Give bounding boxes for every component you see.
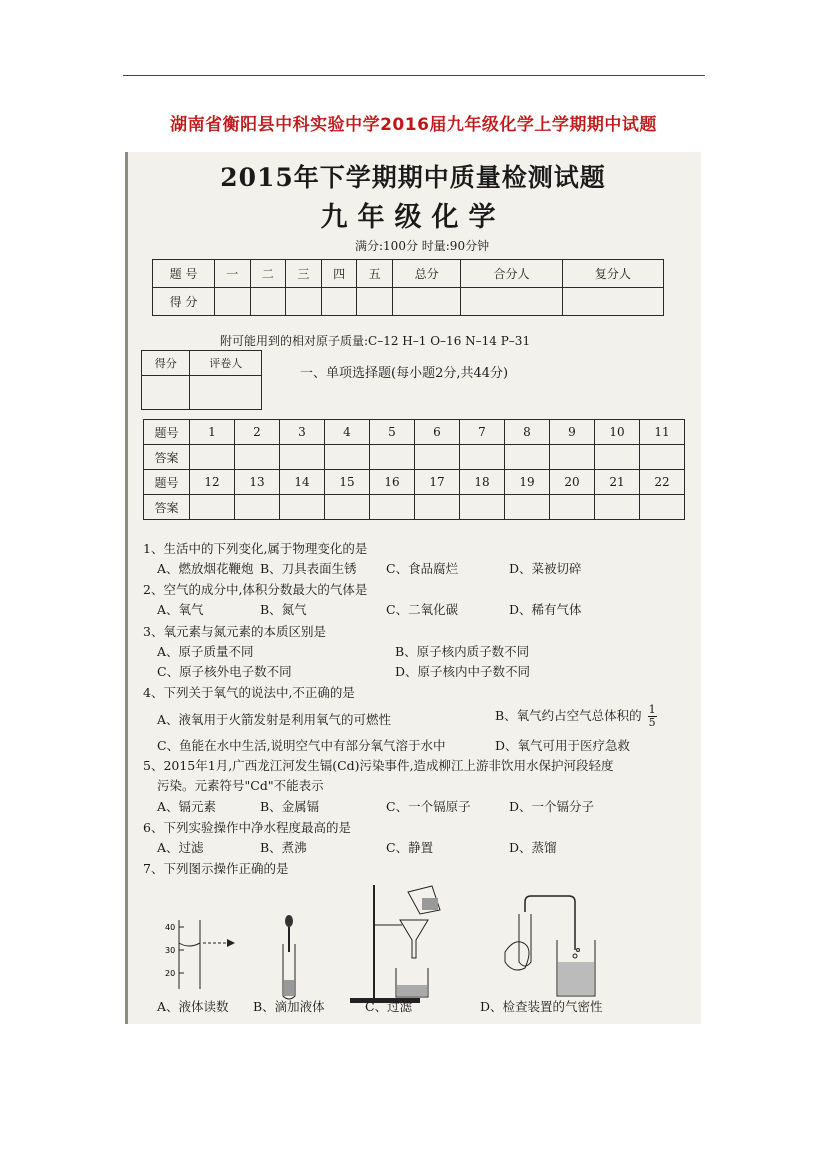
question-4-option-d: D、氧气可用于医疗急救 [495, 738, 631, 753]
question-number: 15 [325, 470, 370, 495]
answer-row [144, 495, 685, 520]
question-2-option-a: A、氧气 [157, 602, 204, 617]
score-input-cell[interactable] [250, 288, 286, 316]
question-number: 20 [550, 470, 595, 495]
answer-table [143, 419, 685, 520]
answer-number-row [144, 420, 685, 445]
answer-cell[interactable] [280, 445, 325, 470]
exam-title: 2015年下学期期中质量检测试题 [220, 163, 606, 192]
question-number: 10 [595, 420, 640, 445]
grader-name-cell[interactable] [190, 376, 262, 410]
answer-row-label: 题号 [144, 470, 190, 495]
question-number: 9 [550, 420, 595, 445]
fraction-denominator: 5 [648, 716, 656, 729]
filtration-figure [340, 880, 450, 1005]
answer-cell[interactable] [280, 495, 325, 520]
answer-cell[interactable] [505, 495, 550, 520]
answer-cell[interactable] [190, 495, 235, 520]
answer-cell[interactable] [595, 495, 640, 520]
answer-cell[interactable] [505, 445, 550, 470]
question-number: 4 [325, 420, 370, 445]
question-1-option-c: C、食品腐烂 [386, 561, 459, 576]
question-number: 6 [415, 420, 460, 445]
fraction-one-fifth [648, 704, 657, 729]
scan-edge [125, 152, 128, 1024]
score-cell: 二 [250, 260, 286, 288]
question-number: 21 [595, 470, 640, 495]
question-2-option-c: C、二氧化碳 [386, 602, 459, 617]
answer-cell[interactable] [460, 495, 505, 520]
answer-cell[interactable] [550, 445, 595, 470]
score-input-cell[interactable] [357, 288, 393, 316]
score-cell: 三 [286, 260, 322, 288]
grader-name-label: 评卷人 [190, 351, 262, 376]
question-6-option-c: C、静置 [386, 840, 434, 855]
question-4-option-b-text: B、氧气约占空气总体积的 [495, 708, 642, 723]
question-1-option-a: A、燃放烟花鞭炮 [157, 561, 254, 576]
question-1-option-d: D、菜被切碎 [509, 561, 582, 576]
grader-score-label: 得分 [142, 351, 190, 376]
cylinder-tick-30: 30 [165, 946, 176, 955]
exam-subject: 九年级化学 [320, 202, 506, 233]
answer-cell[interactable] [325, 495, 370, 520]
answer-cell[interactable] [415, 445, 460, 470]
question-2-option-d: D、稀有气体 [509, 602, 582, 617]
cylinder-reading-figure [165, 917, 245, 992]
answer-row-label: 答案 [144, 495, 190, 520]
score-cell: 五 [357, 260, 393, 288]
question-number: 22 [640, 470, 685, 495]
score-input-cell[interactable] [321, 288, 357, 316]
exam-info: 满分:100分 时量:90分钟 [355, 239, 490, 253]
answer-cell[interactable] [550, 495, 595, 520]
fraction-numerator: 1 [648, 703, 656, 716]
dropper-figure [275, 914, 305, 1004]
answer-cell[interactable] [460, 445, 505, 470]
question-7-option-d: D、检查装置的气密性 [480, 999, 603, 1014]
question-5-option-d: D、一个镉分子 [509, 799, 595, 814]
answer-cell[interactable] [325, 445, 370, 470]
question-6-stem: 6、下列实验操作中净水程度最高的是 [143, 820, 351, 835]
question-5-stem: 5、2015年1月,广西龙江河发生镉(Cd)污染事件,造成柳江上游非饮用水保护河段轻度 [143, 758, 614, 773]
answer-cell[interactable] [235, 495, 280, 520]
score-input-cell[interactable] [286, 288, 322, 316]
question-4-option-b [495, 704, 657, 729]
document-title: 湖南省衡阳县中科实验中学2016届九年级化学上学期期中试题 [170, 115, 657, 135]
question-3-option-b: B、原子核内质子数不同 [395, 644, 530, 659]
question-5-option-a: A、镉元素 [157, 799, 217, 814]
question-number: 5 [370, 420, 415, 445]
question-4-stem: 4、下列关于氧气的说法中,不正确的是 [143, 685, 355, 700]
score-input-cell[interactable] [461, 288, 562, 316]
question-7-option-c: C、过滤 [365, 999, 413, 1014]
question-4-option-a: A、液氧用于火箭发射是利用氧气的可燃性 [157, 712, 392, 727]
question-number: 19 [505, 470, 550, 495]
question-1-option-b: B、刀具表面生锈 [260, 561, 357, 576]
score-cell: 总分 [392, 260, 460, 288]
question-number: 1 [190, 420, 235, 445]
atomic-mass-note: 附可能用到的相对原子质量:C–12 H–1 O–16 N–14 P–31 [220, 334, 531, 348]
question-number: 7 [460, 420, 505, 445]
answer-cell[interactable] [190, 445, 235, 470]
question-6-option-a: A、过滤 [157, 840, 204, 855]
answer-row [144, 445, 685, 470]
scanned-exam-page [125, 152, 701, 1024]
answer-cell[interactable] [370, 445, 415, 470]
answer-cell[interactable] [595, 445, 640, 470]
answer-cell[interactable] [235, 445, 280, 470]
question-4-option-c: C、鱼能在水中生活,说明空气中有部分氧气溶于水中 [157, 738, 446, 753]
answer-row-label: 答案 [144, 445, 190, 470]
score-cell: 合分人 [461, 260, 562, 288]
answer-cell[interactable] [640, 445, 685, 470]
section-title: 一、单项选择题(每小题2分,共44分) [300, 366, 509, 381]
score-table-score-row [153, 288, 664, 316]
question-7-option-b: B、滴加液体 [253, 999, 325, 1014]
score-input-cell[interactable] [392, 288, 460, 316]
question-number: 8 [505, 420, 550, 445]
grader-score-cell[interactable] [142, 376, 190, 410]
score-cell: 题 号 [153, 260, 215, 288]
question-5-stem-line2: 污染。元素符号"Cd"不能表示 [157, 778, 324, 793]
question-6-option-b: B、煮沸 [260, 840, 307, 855]
cylinder-tick-40: 40 [165, 923, 176, 932]
score-input-cell[interactable] [215, 288, 251, 316]
question-7-stem: 7、下列图示操作正确的是 [143, 861, 289, 876]
answer-cell[interactable] [415, 495, 460, 520]
answer-row-label: 题号 [144, 420, 190, 445]
answer-cell[interactable] [640, 495, 685, 520]
score-table [152, 259, 664, 316]
question-number: 14 [280, 470, 325, 495]
question-number: 3 [280, 420, 325, 445]
question-number: 18 [460, 470, 505, 495]
airtight-check-figure [495, 892, 605, 1002]
score-cell: 复分人 [562, 260, 663, 288]
question-5-option-c: C、一个镉原子 [386, 799, 471, 814]
grader-table [141, 350, 262, 410]
answer-number-row [144, 470, 685, 495]
question-number: 12 [190, 470, 235, 495]
answer-cell[interactable] [370, 495, 415, 520]
question-2-option-b: B、氮气 [260, 602, 307, 617]
question-3-option-d: D、原子核内中子数不同 [395, 664, 531, 679]
question-3-option-a: A、原子质量不同 [157, 644, 254, 659]
question-6-option-d: D、蒸馏 [509, 840, 557, 855]
score-input-cell[interactable] [562, 288, 663, 316]
question-7-option-a: A、液体读数 [157, 999, 229, 1014]
question-2-stem: 2、空气的成分中,体积分数最大的气体是 [143, 582, 368, 597]
question-3-stem: 3、氧元素与氮元素的本质区别是 [143, 624, 326, 639]
score-row-label: 得 分 [153, 288, 215, 316]
score-cell: 一 [215, 260, 251, 288]
score-cell: 四 [321, 260, 357, 288]
question-number: 11 [640, 420, 685, 445]
question-1-stem: 1、生活中的下列变化,属于物理变化的是 [143, 541, 368, 556]
question-number: 13 [235, 470, 280, 495]
question-3-option-c: C、原子核外电子数不同 [157, 664, 292, 679]
question-number: 2 [235, 420, 280, 445]
score-table-header-row [153, 260, 664, 288]
question-5-option-b: B、金属镉 [260, 799, 320, 814]
cylinder-tick-20: 20 [165, 969, 176, 978]
top-rule [123, 75, 705, 76]
question-number: 16 [370, 470, 415, 495]
question-number: 17 [415, 470, 460, 495]
